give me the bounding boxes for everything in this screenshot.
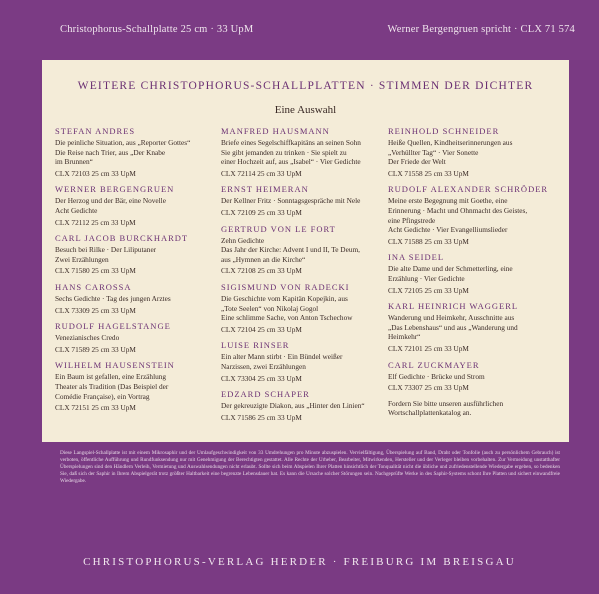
- catalog-number: CLX 72108 25 cm 33 UpM: [221, 266, 302, 276]
- catalog-number: CLX 72103 25 cm 33 UpM: [55, 168, 136, 178]
- catalog-number: CLX 72109 25 cm 33 UpM: [221, 207, 302, 217]
- catalog-entry: [221, 389, 381, 422]
- catalog-entry: [55, 126, 215, 178]
- author-name: GERTRUD VON LE FORT: [221, 223, 336, 234]
- author-name: HANS CAROSSA: [55, 281, 132, 292]
- author-name: INA SEIDEL: [388, 252, 445, 263]
- catalog-number: CLX 72114 25 cm 33 UpM: [221, 168, 302, 178]
- work-line: Theater als Tradition (Das Beispiel der: [55, 381, 169, 391]
- author-name: SIGISMUND VON RADECKI: [221, 281, 350, 292]
- work-line: Briefe eines Segelschiffkapitäns an seinen Sohn: [221, 138, 361, 147]
- catalog-column-2: [221, 126, 381, 428]
- catalog-number: CLX 73309 25 cm 33 UpM: [55, 305, 136, 315]
- author-name: LUISE RINSER: [221, 340, 290, 351]
- catalog-number: CLX 71586 25 cm 33 UpM: [221, 412, 302, 422]
- top-bar: [0, 0, 599, 60]
- work-line: Erinnerung · Macht und Ohnmacht des Geistes,: [388, 205, 528, 215]
- catalog-number: CLX 71589 25 cm 33 UpM: [55, 344, 136, 354]
- work-line: Die Geschichte vom Kapitän Kopejkin, aus: [221, 293, 348, 303]
- work-line: Heiße Quellen, Kindheitserinnerungen aus: [388, 138, 513, 147]
- work-line: Heimkehr“: [388, 332, 421, 342]
- author-name: ERNST HEIMERAN: [221, 184, 309, 195]
- work-line: Der Kellner Fritz · Sonntagsgespräche mit Nele: [221, 196, 361, 206]
- work-line: Erzählung · Vier Gedichte: [388, 273, 465, 283]
- catalog-number: CLX 71580 25 cm 33 UpM: [55, 266, 136, 276]
- work-line: „Verhüllter Tag“ · Vier Sonette: [388, 147, 479, 157]
- work-line: Comédie Française), ein Vortrag: [55, 391, 150, 401]
- author-name: RUDOLF HAGELSTANGE: [55, 321, 171, 332]
- work-line: Wanderung und Heimkehr, Ausschnitte aus: [388, 313, 515, 323]
- catalog-entry: [221, 224, 381, 276]
- catalog-entry: [55, 321, 215, 354]
- catalog-number: CLX 71588 25 cm 33 UpM: [388, 236, 469, 246]
- work-line: Besuch bei Rilke · Der Liliputaner: [55, 245, 157, 255]
- catalog-entry: [388, 252, 548, 295]
- publisher-name: CHRISTOPHORUS-VERLAG HERDER · FREIBURG IM BREISGAU: [83, 556, 516, 568]
- catalog-entry: [221, 184, 381, 217]
- note-line: Fordern Sie bitte unseren ausführlichen: [388, 398, 504, 408]
- work-line: Meine erste Begegnung mit Goethe, eine: [388, 196, 508, 206]
- work-line: Zwei Erzählungen: [55, 254, 109, 264]
- catalog-entry: [55, 184, 215, 227]
- catalog-entry: [221, 282, 381, 334]
- work-line: Ein alter Mann stirbt · Ein Bündel weißer: [221, 352, 343, 362]
- work-line: Sie gibt jemanden zu trinken · Sie spielt zu: [221, 147, 347, 157]
- work-line: Die peinliche Situation, aus „Reporter Gottes“: [55, 138, 191, 147]
- work-line: Der Friede der Welt: [388, 157, 446, 167]
- catalog-column-3: [388, 126, 548, 424]
- catalog-column-1: [55, 126, 215, 419]
- catalog-number: CLX 73307 25 cm 33 UpM: [388, 383, 469, 393]
- author-name: EDZARD SCHAPER: [221, 389, 310, 400]
- work-line: Sechs Gedichte · Tag des jungen Arztes: [55, 293, 171, 303]
- work-line: Acht Gedichte: [55, 205, 98, 215]
- catalog-entry: [221, 340, 381, 383]
- note-line: Wortschallplattenkatalog an.: [388, 408, 472, 418]
- catalog-entry: [221, 126, 381, 178]
- catalog-number: CLX 72151 25 cm 33 UpM: [55, 403, 136, 413]
- work-line: eine Pfingstrede: [388, 215, 436, 225]
- work-line: „Das Lebenshaus“ und aus „Wanderung und: [388, 322, 518, 332]
- catalog-entry: [388, 301, 548, 353]
- work-line: Ein Baum ist gefallen, eine Erzählung: [55, 372, 167, 382]
- work-line: einer Hochzeit auf, aus „Isabel“ · Vier Gedichte: [221, 157, 361, 167]
- author-name: WILHELM HAUSENSTEIN: [55, 360, 175, 371]
- page-title: WEITERE CHRISTOPHORUS-SCHALLPLATTEN · STIMMEN DER DICHTER: [77, 80, 534, 92]
- work-line: Die Reise nach Trier, aus „Der Knabe: [55, 147, 166, 157]
- author-name: CARL JACOB BURCKHARDT: [55, 233, 189, 244]
- catalog-number: CLX 72112 25 cm 33 UpM: [55, 217, 136, 227]
- catalog-entry: [388, 126, 548, 178]
- catalog-entry: [55, 282, 215, 315]
- legal-fine-print: Diese Langspiel-Schallplatte ist mit einem Mikrosaphir und der Umlaufgeschwindigkeit von 33 Umdrehungen pro Minute abzuspielen. Vervielfältigung, Überspielung auf Band, Draht oder Tonfolie (auch zu persönlichem Gebrauch) ist verboten, öffentliche Aufführung und Rundfunksendung nur mit Genehmigung der Berechtigten gestattet. Alle Rechte der Urheber, Bearbeiter, Mitwirkenden, Hersteller und der Verleger bleiben vorbehalten. Zur Vermeidung unstatthafter Überspielungen sind den Händlern Verleih, Vermietung und Auswahlsendungen nicht erlaubt. Sollte sich beim Abspielen Ihrer Platten hinsichtlich der Tonqualität nicht die übliche und zufriedenstellende Wiedergabe ergeben, so bedenken Sie, daß sich der Saphir in Ihrem Abspielgerät trotz größter Haltbarkeit eine begrenzte Lebensdauer hat. Es kann die Ursache solcher Störungen sein. Nachgeprüfte Werke in des Saphir-Systems schont Ihre Platten und sichert einwandfreie Wiedergabe.: [60, 450, 560, 484]
- record-format-label: Christophorus-Schallplatte 25 cm · 33 UpM: [60, 24, 254, 35]
- work-line: Venezianisches Credo: [55, 333, 120, 343]
- work-line: im Brunnen“: [55, 157, 93, 167]
- author-name: STEFAN ANDRES: [55, 126, 136, 136]
- catalog-entry: [55, 233, 215, 276]
- work-line: Zehn Gedichte: [221, 235, 265, 245]
- catalog-number: CLX 71558 25 cm 33 UpM: [388, 168, 469, 178]
- catalog-panel: [42, 60, 569, 442]
- catalog-entry: [388, 184, 548, 246]
- page-subtitle: Eine Auswahl: [274, 104, 337, 116]
- catalog-entry: [388, 360, 548, 393]
- work-line: Elf Gedichte · Brücke und Strom: [388, 371, 485, 381]
- author-name: REINHOLD SCHNEIDER: [388, 126, 500, 136]
- author-name: CARL ZUCKMAYER: [388, 359, 480, 370]
- author-name: WERNER BERGENGRUEN: [55, 184, 175, 195]
- work-line: „Tote Seelen“ von Nikolaj Gogol: [221, 303, 319, 313]
- work-line: Der Herzog und der Bär, eine Novelle: [55, 196, 166, 206]
- catalog-entry: [55, 360, 215, 412]
- work-line: aus „Hymnen an die Kirche“: [221, 254, 306, 264]
- work-line: Das Jahr der Kirche: Advent I und II, Te Deum,: [221, 245, 360, 255]
- catalog-number: CLX 73304 25 cm 33 UpM: [221, 373, 302, 383]
- work-line: Die alte Dame und der Schmetterling, eine: [388, 264, 513, 274]
- catalog-number: CLX 72105 25 cm 33 UpM: [388, 285, 469, 295]
- catalog-number: CLX 72101 25 cm 33 UpM: [388, 343, 469, 353]
- author-name: KARL HEINRICH WAGGERL: [388, 301, 519, 312]
- record-catalog-label: Werner Bergengruen spricht · CLX 71 574: [387, 24, 575, 35]
- author-name: MANFRED HAUSMANN: [221, 126, 330, 136]
- work-line: Der gekreuzigte Diakon, aus „Hinter den Linien“: [221, 401, 365, 411]
- work-line: Narzissen, zwei Erzählungen: [221, 361, 306, 371]
- author-name: RUDOLF ALEXANDER SCHRÖDER: [388, 184, 549, 195]
- catalog-number: CLX 72104 25 cm 33 UpM: [221, 324, 302, 334]
- work-line: Eine schlimme Sache, von Anton Tschechow: [221, 313, 353, 323]
- work-line: Acht Gedichte · Vier Evangelliumslieder: [388, 225, 508, 235]
- catalog-request-note: [388, 399, 548, 418]
